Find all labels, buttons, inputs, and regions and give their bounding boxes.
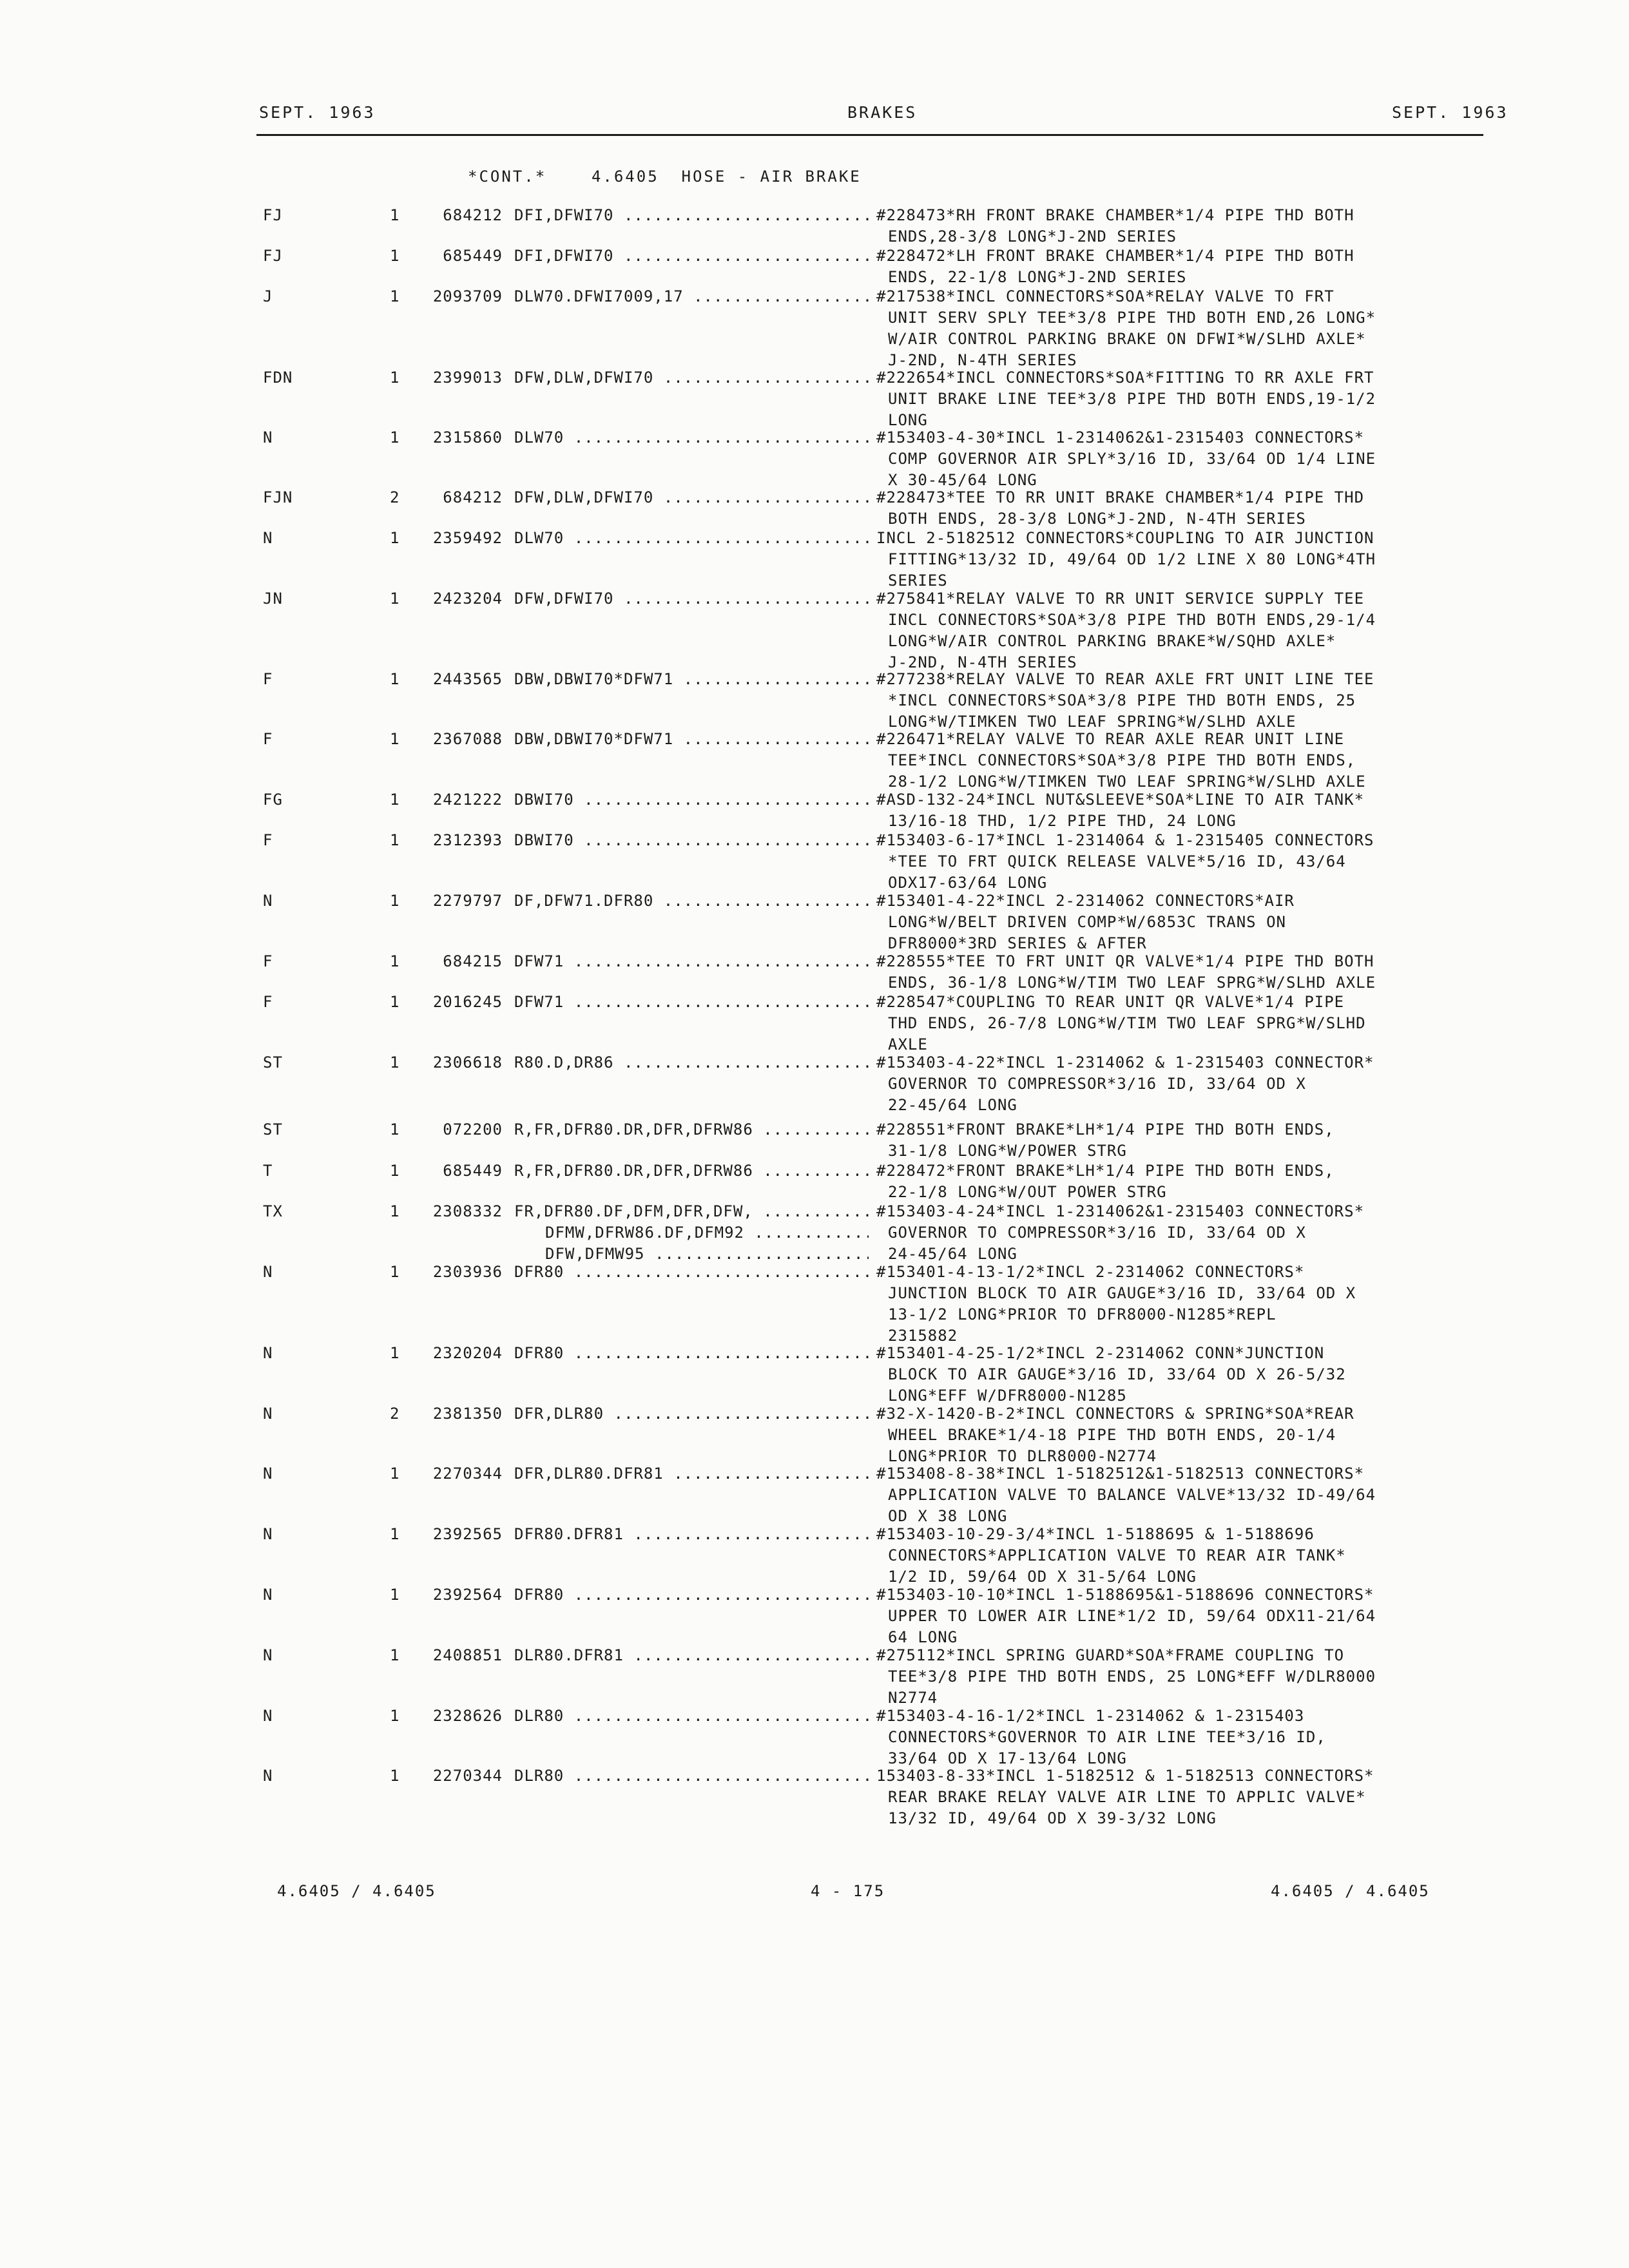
description-line: UPPER TO LOWER AIR LINE*1/2 ID, 59/64 ODX11-21/64 [888, 1607, 1376, 1625]
description-line: INCL CONNECTORS*SOA*3/8 PIPE THD BOTH ENDS,29-1/4 [888, 611, 1376, 629]
part-description [876, 729, 1495, 793]
description-line: #153401-4-25-1/2*INCL 2-2314062 CONN*JUNCTION [876, 1344, 1325, 1362]
description-line: LONG*EFF W/DFR8000-N1285 [888, 1387, 1127, 1405]
description-line: BOTH ENDS, 28-3/8 LONG*J-2ND, N-4TH SERIES [888, 510, 1306, 528]
quantity: 1 [390, 529, 400, 547]
description-line: N2774 [888, 1689, 938, 1707]
part-description [876, 1645, 1495, 1709]
part-number: 2367088 [432, 730, 503, 748]
application-line: R,FR,DFR80.DR,DFR,DFRW86 ..... [514, 1160, 869, 1182]
quantity: 1 [390, 247, 400, 265]
part-number: 2306618 [432, 1053, 503, 1072]
model-code: N [263, 1344, 273, 1362]
application-models [514, 245, 869, 267]
description-line: COMP GOVERNOR AIR SPLY*3/16 ID, 33/64 OD 1/4 LINE [888, 450, 1376, 468]
model-code: N [263, 892, 273, 910]
part-number: 2093709 [432, 287, 503, 305]
part-description [876, 588, 1495, 673]
description-line: AXLE [888, 1035, 928, 1053]
part-description [876, 1706, 1495, 1769]
part-description [876, 789, 1495, 832]
model-code: F [263, 993, 273, 1011]
part-number: 2423204 [432, 590, 503, 608]
part-number: 2328626 [432, 1707, 503, 1725]
quantity: 1 [390, 831, 400, 849]
application-line: DLW70 ..... [514, 528, 869, 549]
quantity: 2 [390, 1405, 400, 1423]
application-models [514, 1706, 869, 1727]
application-line: DFW71 ..... [514, 951, 869, 972]
header-section-title: BRAKES [847, 103, 918, 122]
description-line: #153403-4-22*INCL 1-2314062 & 1-2315403 CONNECTOR* [876, 1053, 1374, 1072]
application-models [514, 1765, 869, 1787]
description-line: SERIES [888, 572, 948, 590]
footer-right-ref: 4.6405 / 4.6405 [1271, 1882, 1430, 1900]
application-models [514, 528, 869, 549]
description-line: REAR BRAKE RELAY VALVE AIR LINE TO APPLIC VALVE* [888, 1788, 1366, 1806]
description-line: 33/64 OD X 17-13/64 LONG [888, 1749, 1127, 1767]
application-line: DBWI70 ..... [514, 830, 869, 851]
quantity: 1 [390, 1646, 400, 1664]
description-line: *INCL CONNECTORS*SOA*3/8 PIPE THD BOTH ENDS, 25 [888, 691, 1356, 709]
description-line: #153403-4-30*INCL 1-2314062&1-2315403 CONNECTORS* [876, 428, 1365, 447]
application-line: DFW,DLW,DFWI70 ..... [514, 367, 869, 389]
part-number: 2270344 [432, 1767, 503, 1785]
description-line: OD X 38 LONG [888, 1507, 1008, 1525]
part-number: 684215 [443, 952, 503, 970]
description-line: TEE*3/8 PIPE THD BOTH ENDS, 25 LONG*EFF W/DLR8000 [888, 1667, 1376, 1686]
quantity: 1 [390, 1202, 400, 1220]
application-line: DF,DFW71.DFR80 ..... [514, 890, 869, 912]
quantity: 1 [390, 206, 400, 224]
part-number: 072200 [443, 1120, 503, 1139]
header-divider [256, 134, 1483, 136]
application-models [514, 1584, 869, 1606]
part-number: 2016245 [432, 993, 503, 1011]
application-models [514, 367, 869, 389]
application-models [514, 1403, 869, 1425]
part-description [876, 1765, 1495, 1829]
model-code: F [263, 831, 273, 849]
part-description [876, 830, 1495, 894]
description-line: #226471*RELAY VALVE TO REAR AXLE REAR UNIT LINE [876, 730, 1345, 748]
description-line: #228551*FRONT BRAKE*LH*1/4 PIPE THD BOTH ENDS, [876, 1120, 1335, 1139]
application-line: DLW70 ..... [514, 427, 869, 448]
application-line: R,FR,DFR80.DR,DFR,DFRW86 ..... [514, 1119, 869, 1140]
description-line: #228472*LH FRONT BRAKE CHAMBER*1/4 PIPE THD BOTH [876, 247, 1354, 265]
description-line: 153403-8-33*INCL 1-5182512 & 1-5182513 CONNECTORS* [876, 1767, 1374, 1785]
page-number: 4 - 175 [811, 1882, 885, 1900]
part-description [876, 205, 1495, 247]
quantity: 1 [390, 1120, 400, 1139]
application-models [514, 1343, 869, 1364]
model-code: F [263, 730, 273, 748]
part-number: 2312393 [432, 831, 503, 849]
quantity: 1 [390, 670, 400, 688]
part-description [876, 992, 1495, 1055]
model-code: N [263, 1405, 273, 1423]
part-number: 2359492 [432, 529, 503, 547]
application-models [514, 1052, 869, 1073]
model-code: N [263, 1525, 273, 1543]
application-models [514, 992, 869, 1013]
model-code: ST [263, 1053, 283, 1072]
part-description [876, 1524, 1495, 1588]
description-line: 64 LONG [888, 1628, 958, 1646]
part-number: 2421222 [432, 791, 503, 809]
part-number: 2315860 [432, 428, 503, 447]
description-line: 28-1/2 LONG*W/TIMKEN TWO LEAF SPRING*W/SLHD AXLE [888, 773, 1366, 791]
part-description [876, 669, 1495, 733]
part-number: 2303936 [432, 1263, 503, 1281]
description-line: ENDS, 22-1/8 LONG*J-2ND SERIES [888, 268, 1187, 286]
quantity: 1 [390, 1162, 400, 1180]
application-models [514, 1201, 869, 1265]
description-line: CONNECTORS*APPLICATION VALVE TO REAR AIR TANK* [888, 1546, 1346, 1564]
part-number: 685449 [443, 1162, 503, 1180]
application-models [514, 789, 869, 811]
description-line: TEE*INCL CONNECTORS*SOA*3/8 PIPE THD BOTH ENDS, [888, 751, 1356, 769]
part-description [876, 1201, 1495, 1265]
part-description [876, 1403, 1495, 1467]
part-number: 2392564 [432, 1586, 503, 1604]
part-description [876, 1160, 1495, 1203]
part-description [876, 951, 1495, 994]
description-line: #222654*INCL CONNECTORS*SOA*FITTING TO RR AXLE FRT [876, 369, 1374, 387]
description-line: FITTING*13/32 ID, 49/64 OD 1/2 LINE X 80 LONG*4TH [888, 550, 1376, 568]
description-line: DFR8000*3RD SERIES & AFTER [888, 934, 1147, 952]
description-line: LONG*W/TIMKEN TWO LEAF SPRING*W/SLHD AXLE [888, 713, 1296, 731]
application-models [514, 1463, 869, 1485]
part-number: 684212 [443, 488, 503, 506]
description-line: 13/16-18 THD, 1/2 PIPE THD, 24 LONG [888, 812, 1237, 830]
application-models [514, 729, 869, 750]
quantity: 1 [390, 952, 400, 970]
quantity: 1 [390, 1263, 400, 1281]
application-line: DFR80.DFR81 ..... [514, 1524, 869, 1545]
part-number: 2279797 [432, 892, 503, 910]
part-description [876, 487, 1495, 530]
description-line: ENDS,28-3/8 LONG*J-2ND SERIES [888, 227, 1177, 245]
description-line: APPLICATION VALVE TO BALANCE VALVE*13/32 ID-49/64 [888, 1486, 1376, 1504]
application-line: DFW,DFMW95 ..... [545, 1244, 869, 1265]
description-line: #217538*INCL CONNECTORS*SOA*RELAY VALVE TO FRT [876, 287, 1335, 305]
description-line: CONNECTORS*GOVERNOR TO AIR LINE TEE*3/16 ID, [888, 1728, 1326, 1746]
application-line: DFR,DLR80.DFR81 ..... [514, 1463, 869, 1485]
part-number: 2308332 [432, 1202, 503, 1220]
quantity: 1 [390, 1707, 400, 1725]
part-number: 684212 [443, 206, 503, 224]
quantity: 1 [390, 590, 400, 608]
description-line: GOVERNOR TO COMPRESSOR*3/16 ID, 33/64 OD X [888, 1075, 1306, 1093]
description-line: #153403-4-24*INCL 1-2314062&1-2315403 CONNECTORS* [876, 1202, 1365, 1220]
application-line: DLR80.DFR81 ..... [514, 1645, 869, 1666]
description-line: #153403-10-10*INCL 1-5188695&1-5188696 CONNECTORS* [876, 1586, 1374, 1604]
description-line: #153403-6-17*INCL 1-2314064 & 1-2315405 CONNECTORS [876, 831, 1374, 849]
application-models [514, 286, 869, 307]
model-code: JN [263, 590, 283, 608]
description-line: UNIT BRAKE LINE TEE*3/8 PIPE THD BOTH ENDS,19-1/2 [888, 390, 1376, 408]
model-code: TX [263, 1202, 283, 1220]
application-line: DFW,DLW,DFWI70 ..... [514, 487, 869, 508]
description-line: UNIT SERV SPLY TEE*3/8 PIPE THD BOTH END,26 LONG* [888, 309, 1376, 327]
quantity: 1 [390, 369, 400, 387]
description-line: JUNCTION BLOCK TO AIR GAUGE*3/16 ID, 33/64 OD X [888, 1284, 1356, 1302]
application-models [514, 427, 869, 448]
application-models [514, 588, 869, 610]
application-line: R80.D,DR86 ..... [514, 1052, 869, 1073]
section-continuation-title: *CONT.* 4.6405 HOSE - AIR BRAKE [468, 168, 862, 186]
description-line: #153403-10-29-3/4*INCL 1-5188695 & 1-5188696 [876, 1525, 1315, 1543]
application-models [514, 890, 869, 912]
application-line: DLW70.DFWI7009,17 ..... [514, 286, 869, 307]
model-code: N [263, 1263, 273, 1281]
description-line: #228472*FRONT BRAKE*LH*1/4 PIPE THD BOTH ENDS, [876, 1162, 1335, 1180]
description-line: #ASD-132-24*INCL NUT&SLEEVE*SOA*LINE TO AIR TANK* [876, 791, 1365, 809]
application-models [514, 1160, 869, 1182]
quantity: 1 [390, 993, 400, 1011]
header-right-date: SEPT. 1963 [1392, 103, 1509, 122]
description-line: BLOCK TO AIR GAUGE*3/16 ID, 33/64 OD X 26-5/32 [888, 1365, 1346, 1383]
part-number: 2381350 [432, 1405, 503, 1423]
description-line: #153401-4-22*INCL 2-2314062 CONNECTORS*AIR [876, 892, 1295, 910]
application-models [514, 951, 869, 972]
model-code: N [263, 428, 273, 447]
description-line: GOVERNOR TO COMPRESSOR*3/16 ID, 33/64 OD X [888, 1224, 1306, 1242]
part-description [876, 1052, 1495, 1116]
part-number: 685449 [443, 247, 503, 265]
model-code: N [263, 529, 273, 547]
quantity: 1 [390, 791, 400, 809]
model-code: FJ [263, 247, 283, 265]
description-line: #153408-8-38*INCL 1-5182512&1-5182513 CONNECTORS* [876, 1465, 1365, 1483]
part-description [876, 367, 1495, 431]
application-line: DFR,DLR80 ..... [514, 1403, 869, 1425]
application-line: DLR80 ..... [514, 1765, 869, 1787]
application-line: DBWI70 ..... [514, 789, 869, 811]
quantity: 1 [390, 428, 400, 447]
application-line: DFMW,DFRW86.DF,DFM92 ..... [545, 1222, 869, 1244]
description-line: 22-1/8 LONG*W/OUT POWER STRG [888, 1183, 1167, 1201]
model-code: FJ [263, 206, 283, 224]
description-line: #153403-4-16-1/2*INCL 1-2314062 & 1-2315403 [876, 1707, 1305, 1725]
part-number: 2399013 [432, 369, 503, 387]
description-line: #275841*RELAY VALVE TO RR UNIT SERVICE SUPPLY TEE [876, 590, 1365, 608]
quantity: 1 [390, 1525, 400, 1543]
description-line: THD ENDS, 26-7/8 LONG*W/TIM TWO LEAF SPRG*W/SLHD [888, 1014, 1366, 1032]
description-line: #228555*TEE TO FRT UNIT QR VALVE*1/4 PIPE THD BOTH [876, 952, 1374, 970]
part-description [876, 1119, 1495, 1162]
model-code: N [263, 1707, 273, 1725]
application-models [514, 830, 869, 851]
part-description [876, 1343, 1495, 1407]
description-line: 13/32 ID, 49/64 OD X 39-3/32 LONG [888, 1809, 1217, 1827]
description-line: *TEE TO FRT QUICK RELEASE VALVE*5/16 ID, 43/64 [888, 852, 1346, 870]
application-models [514, 487, 869, 508]
part-description [876, 427, 1495, 491]
part-description [876, 1262, 1495, 1347]
application-models [514, 1262, 869, 1283]
quantity: 1 [390, 1767, 400, 1785]
quantity: 1 [390, 1053, 400, 1072]
description-line: LONG*PRIOR TO DLR8000-N2774 [888, 1447, 1157, 1465]
description-line: #228547*COUPLING TO REAR UNIT QR VALVE*1/4 PIPE [876, 993, 1345, 1011]
model-code: ST [263, 1120, 283, 1139]
model-code: N [263, 1646, 273, 1664]
description-line: #228473*RH FRONT BRAKE CHAMBER*1/4 PIPE THD BOTH [876, 206, 1354, 224]
application-line: DFI,DFWI70 ..... [514, 205, 869, 226]
description-line: 22-45/64 LONG [888, 1096, 1017, 1114]
model-code: F [263, 670, 273, 688]
model-code: FJN [263, 488, 293, 506]
description-line: J-2ND, N-4TH SERIES [888, 653, 1077, 671]
application-line: DFW,DFWI70 ..... [514, 588, 869, 610]
part-description [876, 1584, 1495, 1648]
model-code: T [263, 1162, 273, 1180]
part-description [876, 528, 1495, 591]
application-line: FR,DFR80.DF,DFM,DFR,DFW, ..... [514, 1201, 869, 1222]
part-description [876, 890, 1495, 954]
part-number: 2270344 [432, 1465, 503, 1483]
part-number: 2443565 [432, 670, 503, 688]
model-code: F [263, 952, 273, 970]
application-models [514, 205, 869, 226]
quantity: 2 [390, 488, 400, 506]
description-line: 24-45/64 LONG [888, 1245, 1017, 1263]
application-line: DBW,DBWI70*DFW71 ..... [514, 729, 869, 750]
description-line: #153401-4-13-1/2*INCL 2-2314062 CONNECTORS* [876, 1263, 1305, 1281]
application-line: DFR80 ..... [514, 1343, 869, 1364]
description-line: ODX17-63/64 LONG [888, 874, 1048, 892]
description-line: 31-1/8 LONG*W/POWER STRG [888, 1142, 1127, 1160]
description-line: LONG [888, 411, 928, 429]
description-line: #32-X-1420-B-2*INCL CONNECTORS & SPRING*SOA*REAR [876, 1405, 1354, 1423]
description-line: INCL 2-5182512 CONNECTORS*COUPLING TO AIR JUNCTION [876, 529, 1374, 547]
part-number: 2320204 [432, 1344, 503, 1362]
part-description [876, 286, 1495, 371]
application-line: DLR80 ..... [514, 1706, 869, 1727]
quantity: 1 [390, 1344, 400, 1362]
description-line: WHEEL BRAKE*1/4-18 PIPE THD BOTH ENDS, 20-1/4 [888, 1426, 1336, 1444]
quantity: 1 [390, 892, 400, 910]
part-description [876, 245, 1495, 288]
description-line: 1/2 ID, 59/64 OD X 31-5/64 LONG [888, 1568, 1197, 1586]
application-line: DFR80 ..... [514, 1262, 869, 1283]
application-line: DFI,DFWI70 ..... [514, 245, 869, 267]
description-line: #277238*RELAY VALVE TO REAR AXLE FRT UNIT LINE TEE [876, 670, 1374, 688]
description-line: LONG*W/AIR CONTROL PARKING BRAKE*W/SQHD AXLE* [888, 632, 1336, 650]
part-description [876, 1463, 1495, 1527]
model-code: FG [263, 791, 283, 809]
quantity: 1 [390, 1465, 400, 1483]
part-number: 2392565 [432, 1525, 503, 1543]
application-models [514, 1645, 869, 1666]
model-code: N [263, 1767, 273, 1785]
part-number: 2408851 [432, 1646, 503, 1664]
description-line: W/AIR CONTROL PARKING BRAKE ON DFWI*W/SLHD AXLE* [888, 330, 1366, 348]
application-line: DBW,DBWI70*DFW71 ..... [514, 669, 869, 690]
header-left-date: SEPT. 1963 [259, 103, 376, 122]
description-line: J-2ND, N-4TH SERIES [888, 351, 1077, 369]
description-line: 2315882 [888, 1327, 958, 1345]
description-line: #228473*TEE TO RR UNIT BRAKE CHAMBER*1/4 PIPE THD [876, 488, 1365, 506]
quantity: 1 [390, 1586, 400, 1604]
model-code: N [263, 1465, 273, 1483]
description-line: ENDS, 36-1/8 LONG*W/TIM TWO LEAF SPRG*W/SLHD AXLE [888, 974, 1376, 992]
application-line: DFR80 ..... [514, 1584, 869, 1606]
description-line: #275112*INCL SPRING GUARD*SOA*FRAME COUPLING TO [876, 1646, 1345, 1664]
description-line: 13-1/2 LONG*PRIOR TO DFR8000-N1285*REPL [888, 1305, 1277, 1323]
description-line: LONG*W/BELT DRIVEN COMP*W/6853C TRANS ON [888, 913, 1286, 931]
application-models [514, 1119, 869, 1140]
model-code: N [263, 1586, 273, 1604]
application-line: DFW71 ..... [514, 992, 869, 1013]
model-code: FDN [263, 369, 293, 387]
description-line: X 30-45/64 LONG [888, 471, 1037, 489]
quantity: 1 [390, 287, 400, 305]
quantity: 1 [390, 730, 400, 748]
model-code: J [263, 287, 273, 305]
application-models [514, 1524, 869, 1545]
application-models [514, 669, 869, 690]
footer-left-ref: 4.6405 / 4.6405 [277, 1882, 436, 1900]
